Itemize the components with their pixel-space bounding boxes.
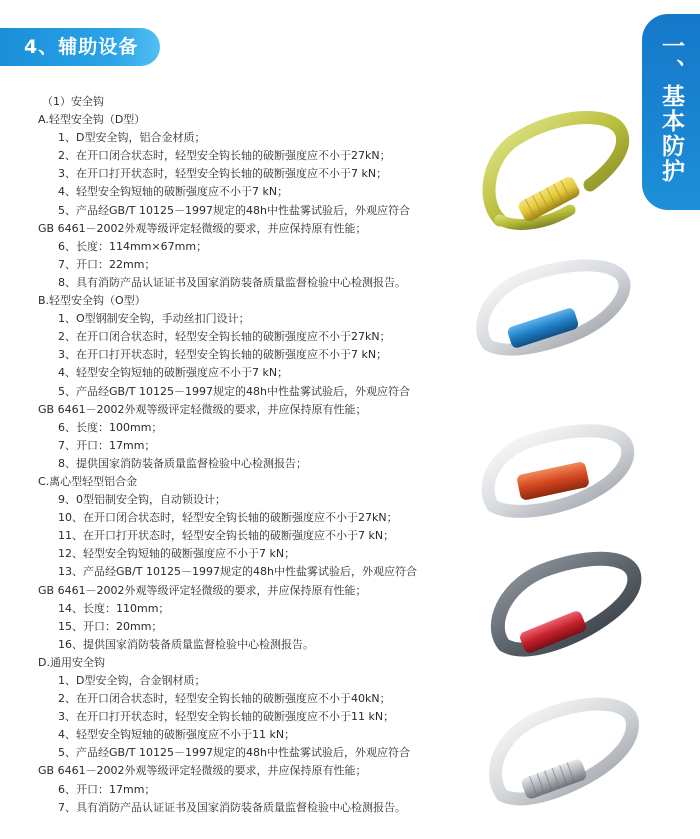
spec-line: 3、在开口打开状态时，轻型安全钩长轴的破断强度应不小于11 kN；: [58, 710, 395, 724]
spec-line: 2、在开口闭合状态时，轻型安全钩长轴的破断强度应不小于27kN；: [58, 149, 391, 163]
spec-line: GB 6461－2002外观等级评定轻微级的要求，并应保持原有性能；: [38, 402, 367, 416]
spec-line: 4、轻型安全钩短轴的破断强度应不小于11 kN；: [58, 728, 296, 742]
carabiner-silver-icon: [482, 690, 642, 815]
subsection-heading: （1）安全钩: [42, 95, 104, 108]
chapter-tab-label: 一、基本防护: [658, 34, 684, 184]
spec-line: 4、轻型安全钩短轴的破断强度应不小于7 kN；: [58, 366, 289, 380]
spec-line: 7、开口：22mm；: [58, 257, 156, 271]
spec-line: 16、提供国家消防装备质量监督检验中心检测报告。: [58, 637, 314, 651]
spec-line: 4、轻型安全钩短轴的破断强度应不小于7 kN；: [58, 185, 289, 199]
section-heading: D.通用安全钩: [38, 655, 105, 669]
spec-line: GB 6461－2002外观等级评定轻微级的要求，并应保持原有性能；: [38, 583, 367, 597]
spec-line: 8、具有消防产品认证证书及国家消防装备质量监督检验中心检测报告。: [58, 275, 406, 289]
section-heading: A.轻型安全钩（D型）: [38, 113, 146, 127]
chapter-tab: [642, 14, 700, 210]
spec-line: 5、产品经GB/T 10125－1997规定的48h中性盐雾试验后，外观应符合: [58, 746, 410, 760]
spec-line: 8、提供国家消防装备质量监督检验中心检测报告；: [58, 456, 307, 470]
section-heading: B.轻型安全钩（O型）: [38, 294, 146, 308]
spec-line: 1、D型安全钩，铝合金材质；: [58, 131, 206, 145]
spec-line: GB 6461－2002外观等级评定轻微级的要求，并应保持原有性能；: [38, 764, 367, 778]
spec-line: 13、产品经GB/T 10125－1997规定的48h中性盐雾试验后，外观应符合: [58, 565, 417, 579]
spec-line: 7、具有消防产品认证证书及国家消防装备质量监督检验中心检测报告。: [58, 800, 406, 814]
spec-line: 1、O型钢制安全钩，手动丝扣门设计；: [58, 312, 250, 326]
spec-line: 5、产品经GB/T 10125－1997规定的48h中性盐雾试验后，外观应符合: [58, 384, 410, 398]
spec-line: 10、在开口闭合状态时，轻型安全钩长轴的破断强度应不小于27kN；: [58, 511, 398, 525]
spec-line: 12、轻型安全钩短轴的破断强度应不小于7 kN；: [58, 547, 296, 561]
spec-line: 15、开口：20mm；: [58, 619, 163, 633]
spec-line: 2、在开口闭合状态时，轻型安全钩长轴的破断强度应不小于40kN；: [58, 692, 391, 706]
spec-line: 6、开口：17mm；: [58, 782, 156, 796]
spec-line: 3、在开口打开状态时，轻型安全钩长轴的破断强度应不小于7 kN；: [58, 348, 388, 362]
carabiner-orange-icon: [478, 418, 638, 528]
spec-line: 5、产品经GB/T 10125－1997规定的48h中性盐雾试验后，外观应符合: [58, 203, 410, 217]
section-banner: [0, 28, 160, 66]
spec-line: GB 6461－2002外观等级评定轻微级的要求，并应保持原有性能；: [38, 221, 367, 235]
spec-line: 7、开口：17mm；: [58, 438, 156, 452]
spec-text: [38, 93, 458, 817]
spec-line: 6、长度：114mm×67mm；: [58, 239, 208, 253]
carabiner-gold-icon: [470, 100, 640, 240]
carabiner-blue-icon: [470, 255, 635, 365]
carabiner-dark-red-icon: [484, 545, 644, 665]
spec-line: 2、在开口闭合状态时，轻型安全钩长轴的破断强度应不小于27kN；: [58, 330, 391, 344]
spec-line: 14、长度：110mm；: [58, 601, 170, 615]
spec-line: 1、D型安全钩，合金钢材质；: [58, 674, 206, 687]
spec-line: 3、在开口打开状态时，轻型安全钩长轴的破断强度应不小于7 kN；: [58, 167, 388, 181]
section-title: 4、辅助设备: [24, 36, 139, 58]
spec-line: 11、在开口打开状态时，轻型安全钩长轴的破断强度应不小于7 kN；: [58, 529, 395, 543]
spec-line: 9、0型铝制安全钩，自动锁设计；: [58, 493, 226, 507]
spec-line: 6、长度：100mm；: [58, 420, 163, 434]
section-heading: C.离心型轻型铝合金: [38, 474, 138, 488]
